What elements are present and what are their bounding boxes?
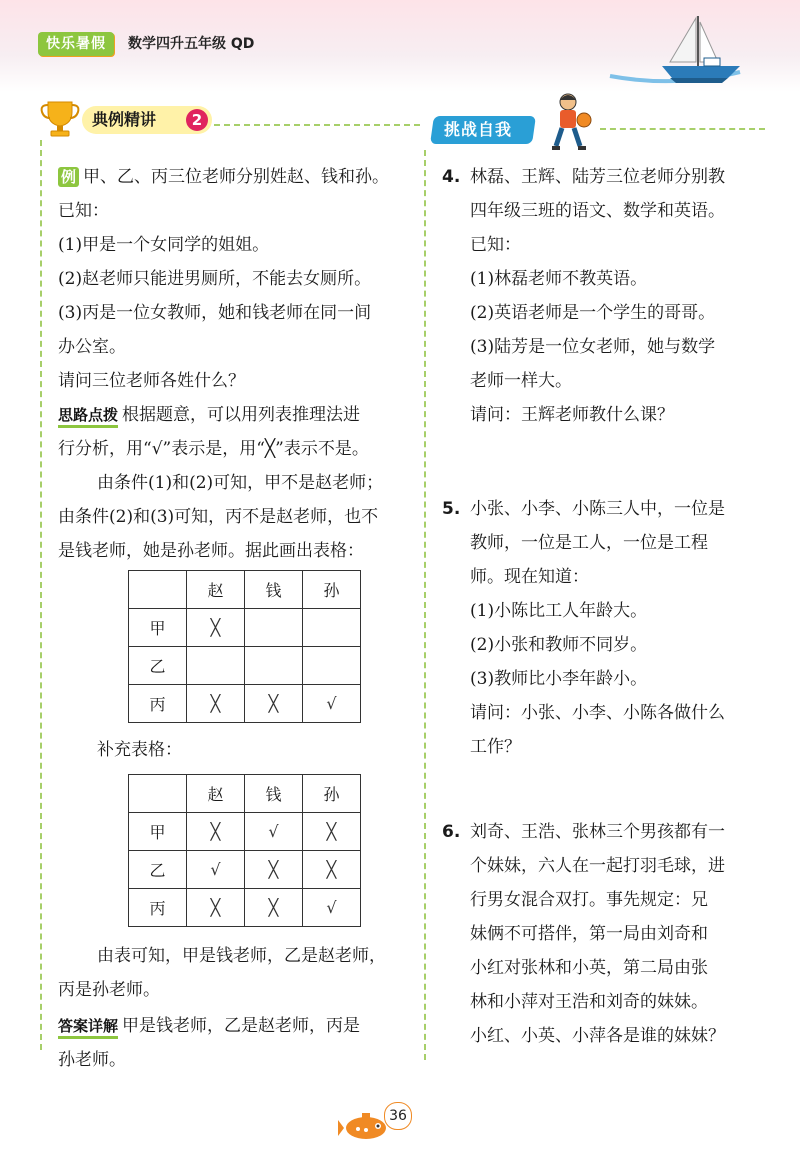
answer-tag: 答案详解 — [58, 1016, 118, 1039]
conclusion-line-2: 丙是孙老师。 — [58, 980, 160, 1000]
problem-5-line: 小张、小李、小陈三人中，一位是 — [470, 499, 725, 519]
table-row — [129, 813, 361, 851]
example-question: 请问三位老师各姓什么？ — [58, 371, 245, 391]
table-cell: ╳ — [303, 851, 361, 889]
example-tag: 例 — [58, 167, 79, 187]
table-row — [129, 647, 361, 685]
example-line-2: 已知： — [58, 201, 109, 221]
example-line-3: (1)甲是一个女同学的姐姐。 — [58, 235, 270, 255]
table-cell: 孙 — [303, 775, 361, 813]
table-cell: ╳ — [245, 889, 303, 927]
table-cell: 乙 — [129, 647, 187, 685]
table-cell — [245, 609, 303, 647]
problem-4-line: 林磊、王辉、陆芳三位老师分别教 — [470, 167, 725, 187]
table-cell: ╳ — [187, 609, 245, 647]
page-header — [0, 0, 800, 92]
table-cell: ╳ — [245, 685, 303, 723]
problem-6-line: 林和小萍对王浩和刘奇的妹妹。 — [470, 992, 708, 1012]
table-header-row — [129, 571, 361, 609]
supplement-label: 补充表格： — [97, 740, 182, 760]
problem-4-question: 请问：王辉老师教什么课？ — [470, 405, 674, 425]
problem-4-line: 已知： — [470, 235, 521, 255]
table-cell: ╳ — [187, 685, 245, 723]
table-cell — [187, 647, 245, 685]
page-number: 36 — [384, 1102, 412, 1130]
table-cell: 赵 — [187, 775, 245, 813]
sailboat-icon — [600, 8, 750, 88]
problem-4-line: 老师一样大。 — [470, 371, 572, 391]
table-cell: ╳ — [303, 813, 361, 851]
table-cell: 丙 — [129, 889, 187, 927]
table-cell: 钱 — [245, 571, 303, 609]
problem-5-line: (1)小陈比工人年龄大。 — [470, 601, 648, 621]
problem-4-line: 四年级三班的语文、数学和英语。 — [470, 201, 725, 221]
table-cell: 丙 — [129, 685, 187, 723]
initial-table — [128, 570, 361, 723]
problem-4-number: 4. — [442, 167, 461, 187]
problem-5-number: 5. — [442, 499, 461, 519]
challenge-title: 挑战自我 — [444, 120, 513, 139]
problem-5-line: (2)小张和教师不同岁。 — [470, 635, 648, 655]
example-line-1 — [58, 165, 389, 189]
basketball-kid-icon — [544, 92, 596, 152]
table-cell: 乙 — [129, 851, 187, 889]
analysis-line-2: 行分析，用“√”表示是，用“╳”表示不是。 — [58, 439, 369, 459]
analysis-tag: 思路点拨 — [58, 405, 118, 428]
problem-5-line: 教师，一位是工人，一位是工程 — [470, 533, 708, 553]
problem-4-line: (1)林磊老师不教英语。 — [470, 269, 648, 289]
problem-4-line: (2)英语老师是一个学生的哥哥。 — [470, 303, 716, 323]
table-cell — [129, 775, 187, 813]
analysis-line-4: 由条件(2)和(3)可知，丙不是赵老师，也不 — [58, 507, 379, 527]
trophy-icon — [38, 98, 82, 138]
table-cell: √ — [303, 889, 361, 927]
heading-divider — [214, 124, 420, 126]
example-line-4: (2)赵老师只能进男厕所，不能去女厕所。 — [58, 269, 372, 289]
problem-6-line: 小红对张林和小英，第二局由张 — [470, 958, 708, 978]
table-row — [129, 685, 361, 723]
table-row — [129, 889, 361, 927]
answer-text: 甲是钱老师，乙是赵老师，丙是 — [122, 1016, 361, 1036]
completed-table — [128, 774, 361, 927]
table-cell: 甲 — [129, 813, 187, 851]
heading-divider-right — [600, 128, 765, 130]
problem-4-line: (3)陆芳是一位女老师，她与数学 — [470, 337, 716, 357]
book-title: 数学四升五年级 QD — [128, 36, 255, 52]
problem-6-question: 小红、小英、小萍各是谁的妹妹？ — [470, 1026, 725, 1046]
answer-line-2: 孙老师。 — [58, 1050, 126, 1070]
problem-5-question-end: 工作？ — [470, 737, 521, 757]
challenge-badge — [430, 116, 536, 144]
section-number: 2 — [186, 109, 208, 131]
table-cell: √ — [187, 851, 245, 889]
table-cell — [303, 647, 361, 685]
table-row — [129, 851, 361, 889]
table-cell: √ — [303, 685, 361, 723]
table-cell: √ — [245, 813, 303, 851]
table-cell: 孙 — [303, 571, 361, 609]
example-text: 甲、乙、丙三位老师分别姓赵、钱和孙。 — [83, 167, 390, 187]
problem-6-line: 妹俩不可搭伴，第一局由刘奇和 — [470, 924, 708, 944]
problem-6-line: 行男女混合双打。事先规定：兄 — [470, 890, 708, 910]
analysis-line-1 — [58, 403, 360, 428]
table-cell: ╳ — [187, 889, 245, 927]
conclusion-line-1: 由表可知，甲是钱老师，乙是赵老师， — [97, 946, 386, 966]
problem-5-question: 请问：小张、小李、小陈各做什么 — [470, 703, 725, 723]
example-line-6: 办公室。 — [58, 337, 126, 357]
column-divider — [424, 150, 426, 1060]
problem-5-line: (3)教师比小李年龄小。 — [470, 669, 648, 689]
series-brand: 快乐暑假 — [38, 32, 114, 56]
section-heading — [82, 106, 212, 134]
table-cell: 甲 — [129, 609, 187, 647]
section-title: 典例精讲 — [92, 110, 157, 129]
analysis-text: 根据题意，可以用列表推理法进 — [122, 405, 361, 425]
problem-6-line: 刘奇、王浩、张林三个男孩都有一 — [470, 822, 725, 842]
table-cell — [303, 609, 361, 647]
table-cell — [129, 571, 187, 609]
table-cell: 钱 — [245, 775, 303, 813]
table-cell: 赵 — [187, 571, 245, 609]
problem-6-line: 个妹妹，六人在一起打羽毛球，进 — [470, 856, 725, 876]
problem-6-number: 6. — [442, 822, 461, 842]
table-row — [129, 609, 361, 647]
analysis-line-5: 是钱老师，她是孙老师。据此画出表格： — [58, 541, 364, 561]
table-header-row — [129, 775, 361, 813]
example-line-5: (3)丙是一位女教师，她和钱老师在同一间 — [58, 303, 372, 323]
answer-line-1 — [58, 1014, 360, 1039]
analysis-line-3: 由条件(1)和(2)可知，甲不是赵老师； — [97, 473, 384, 493]
table-cell: ╳ — [187, 813, 245, 851]
problem-5-line: 师。现在知道： — [470, 567, 589, 587]
table-cell: ╳ — [245, 851, 303, 889]
table-cell — [245, 647, 303, 685]
left-margin-rule — [40, 140, 42, 1050]
